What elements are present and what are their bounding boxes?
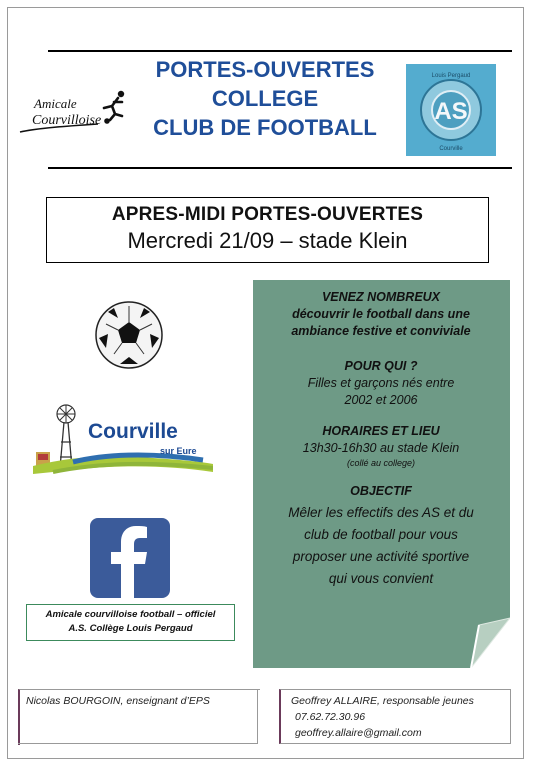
goal-line-3: proposer une activité sportive — [292, 549, 470, 564]
intro-line-2: ambiance festive et conviviale — [291, 324, 471, 338]
contact-coach-name: Geoffrey ALLAIRE, responsable jeunes — [291, 695, 474, 707]
page-title — [130, 55, 400, 142]
goal-heading: OBJECTIF — [350, 484, 412, 498]
goal-line-1: Mêler les effectifs des AS et du — [288, 505, 474, 520]
facebook-icon[interactable] — [90, 518, 170, 598]
hours-line: 13h30-16h30 au stade Klein — [302, 441, 460, 455]
goal-line-4: qui vous convient — [328, 571, 434, 586]
facebook-caption-line-2: A.S. Collège Louis Pergaud — [68, 623, 193, 634]
intro-heading: VENEZ NOMBREUX — [321, 290, 441, 304]
top-rule — [48, 50, 512, 52]
contact-coach-box — [279, 689, 511, 744]
info-panel-content — [253, 289, 509, 590]
title-line-3: CLUB DE FOOTBALL — [153, 115, 377, 140]
event-banner — [46, 197, 489, 263]
contact-left-right-border — [257, 689, 258, 744]
bottom-rule — [48, 167, 512, 169]
title-line-1: PORTES-OUVERTES — [155, 57, 375, 82]
as-college-logo — [406, 64, 496, 156]
runner-with-ball-icon — [104, 91, 124, 124]
who-heading: POUR QUI ? — [344, 359, 418, 373]
who-line-2: 2002 et 2006 — [344, 393, 418, 407]
facebook-caption-line-1: Amicale courvilloise football – officiel — [45, 609, 216, 620]
hours-note: (collé au college) — [346, 458, 416, 468]
banner-subtitle: Mercredi 21/09 – stade Klein — [127, 228, 408, 253]
contact-teacher: Nicolas BOURGOIN, enseignant d’EPS — [26, 695, 210, 707]
goal-line-2: club de football pour vous — [304, 527, 458, 542]
contact-coach-phone[interactable]: 07.62.72.30.96 — [295, 711, 366, 723]
amicale-courvilloise-logo — [18, 88, 130, 138]
as-logo-bottom-text: Courville — [439, 146, 463, 152]
intro-line-1: découvrir le football dans une — [292, 307, 470, 321]
courville-name: Courville — [88, 420, 178, 443]
windmill-icon — [57, 405, 75, 468]
who-line-1: Filles et garçons nés entre — [307, 376, 455, 390]
hours-heading: HORAIRES ET LIEU — [322, 424, 440, 438]
amicale-text: Amicale — [34, 96, 77, 111]
contact-coach-email[interactable]: geoffrey.allaire@gmail.com — [295, 727, 422, 739]
contact-left-bottom-border — [18, 743, 258, 744]
courville-sub: sur Eure — [160, 446, 197, 456]
banner-title: APRES-MIDI PORTES-OUVERTES — [111, 204, 424, 225]
football-icon — [94, 300, 164, 370]
contact-teacher-box — [18, 689, 260, 745]
as-logo-top-text: Louis Pergaud — [431, 73, 471, 79]
facebook-caption — [26, 604, 235, 641]
title-line-2: COLLEGE — [211, 86, 319, 111]
as-logo-center-text: AS — [434, 98, 468, 125]
courvilloise-text: Courvilloise — [32, 113, 102, 128]
